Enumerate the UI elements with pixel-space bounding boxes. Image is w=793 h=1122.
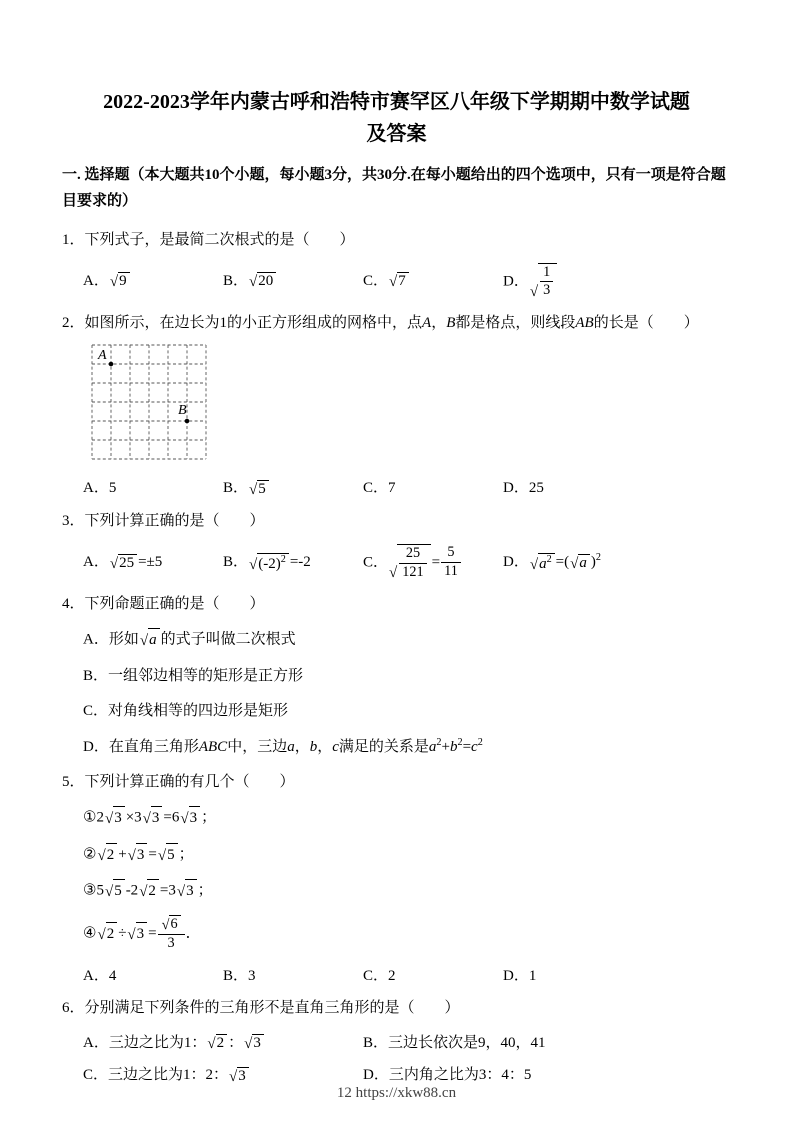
option-b: B．一组邻边相等的矩形是正方形 [83, 667, 304, 684]
option-row [62, 1031, 731, 1053]
option-row [62, 476, 731, 498]
question-5 [62, 759, 731, 984]
question-stem: 3．下列计算正确的是（ ） [62, 512, 265, 529]
option-d: D． √ $a^2$ =( √ a )$^2$ [503, 551, 601, 573]
title-line-1: 2022-2023学年内蒙古呼和浩特市赛罕区八年级下学期期中数学试题 [103, 91, 690, 113]
option-a: A．形如 √ a 的式子叫做二次根式 [83, 628, 731, 652]
option-a: A． √ 25 =±5 [83, 553, 163, 572]
option-b: B．三边长依次是9，40，41 [363, 1034, 546, 1051]
option-d: D． √ $\frac{1}{3}$ [503, 263, 643, 301]
point-b-dot [185, 419, 190, 424]
option-d: D．在直角三角形ABC中，三边a，b，c满足的关系是$a^2+b^2=c^2$ [83, 737, 483, 756]
option-c: C．7 [363, 480, 396, 497]
question-stem: 4．下列命题正确的是（ ） [62, 596, 265, 613]
option-a: A．5 [83, 480, 117, 497]
option-b: B． √ $(-2)^2$ =-2 [223, 553, 311, 573]
option-c: C．2 [363, 967, 396, 984]
question-6 [62, 985, 731, 1085]
option-d: D．三内角之比为3：4：5 [363, 1067, 532, 1084]
point-b-label: B [178, 403, 187, 419]
option-a: A． √ 9 [83, 269, 223, 291]
question-stem: 1．下列式子，是最简二次根式的是（ ） [62, 231, 355, 248]
statement-3: ③5 √ 5 -2 √ 2 =3 √ 3 ； [83, 879, 731, 903]
section-header: 一. 选择题（本大题共10个小题，每小题3分，共30分.在每小题给出的四个选项中，只有一项是符合题目要求的） [62, 167, 726, 210]
question-stem: 5．下列计算正确的有几个（ ） [62, 774, 295, 791]
grid-figure [90, 343, 212, 465]
option-c: C．三边之比为1：2： √ 3 [83, 1063, 363, 1085]
question-3 [62, 498, 731, 582]
question-2 [62, 300, 731, 498]
option-d: D．25 [503, 480, 544, 497]
option-b: B． √ 20 [223, 269, 363, 291]
option-b: B．3 [223, 967, 256, 984]
page-footer: 12 https://xkw88.cn [336, 1084, 457, 1101]
option-c: C． √ 7 [363, 269, 503, 291]
statement-1: ①2 √ 3 ×3 √ 3 =6 √ 3 ； [83, 806, 731, 830]
option-b: B． √ 5 [223, 476, 363, 498]
title-line-2: 及答案 [366, 123, 427, 145]
option-c: C． √ $\frac{25}{121}$ = $\frac{5}{11}$ [363, 544, 503, 582]
option-row [62, 964, 731, 985]
page-title [62, 86, 731, 150]
option-c: C．对角线相等的四边形是矩形 [83, 702, 289, 719]
option-row [62, 263, 731, 301]
option-a: A．三边之比为1： √ 2 ： √ 3 [83, 1031, 363, 1053]
question-stem: 2．如图所示，在边长为1的小正方形组成的网格中，点A，B都是格点，则线段AB的长是（ ） [62, 315, 699, 332]
question-1 [62, 217, 731, 301]
option-list [62, 628, 731, 759]
point-a-label: A [98, 348, 107, 364]
point-a-dot [109, 362, 114, 367]
statement-list [62, 806, 731, 952]
option-d: D．1 [503, 967, 537, 984]
option-row [62, 1063, 731, 1085]
question-stem: 6．分别满足下列条件的三角形不是直角三角形的是（ ） [62, 999, 460, 1016]
statement-2: ② √ 2 + √ 3 = √ 5 ； [83, 843, 731, 867]
statement-4: ④ √ 2 ÷ √ 3 = √ 6 3 ． [83, 916, 201, 951]
question-4 [62, 581, 731, 759]
option-row [62, 544, 731, 582]
option-a: A．4 [83, 967, 117, 984]
